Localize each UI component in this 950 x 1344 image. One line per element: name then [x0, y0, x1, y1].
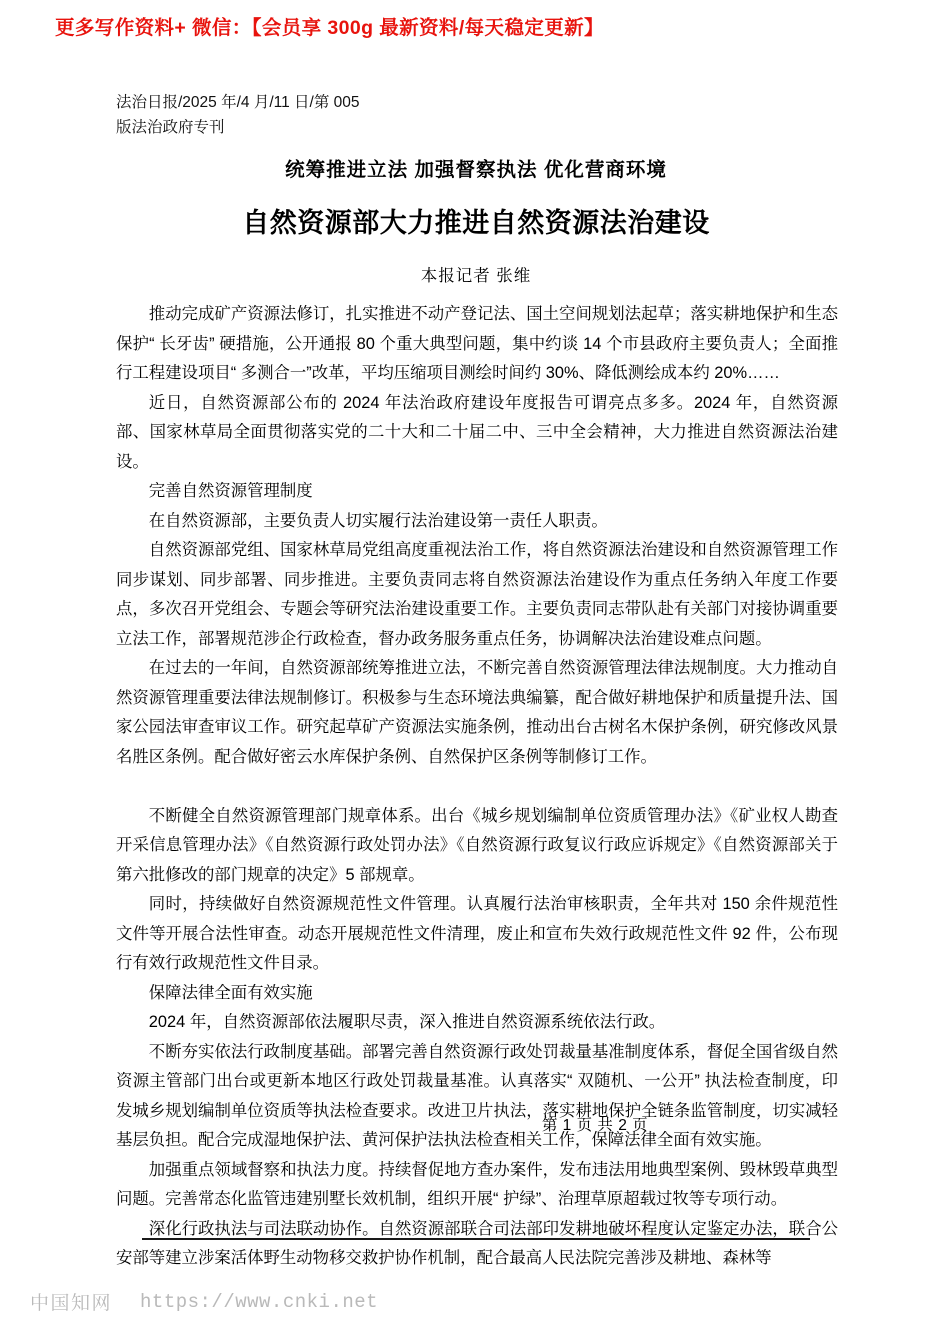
- article-paragraph: 不断健全自然资源管理部门规章体系。出台《城乡规划编制单位资质管理办法》《矿业权人勘查开采信息管理办法》《自然资源行政处罚办法》《自然资源行政复议行政应诉规定》《自然资源部关于第六批修改的部门规章的决定》5 部规章。: [116, 806, 838, 884]
- cnki-url-label: https://www.cnki.net: [140, 1290, 379, 1313]
- article-paragraph: 自然资源部党组、国家林草局党组高度重视法治工作，将自然资源法治建设和自然资源管理工作同步谋划、同步部署、同步推进。主要负责同志将自然资源法治建设作为重点任务纳入年度工作要点，多次召开党组会、专题会等研究法治建设重要工作。主要负责同志带队赴有关部门对接协调重要立法工作，部署规范涉企行政检查，督办政务服务重点任务，协调解决法治建设难点问题。: [116, 541, 838, 648]
- article-paragraph: 同时，持续做好自然资源规范性文件管理。认真履行法治审核职责，全年共对 150 余件规范性文件等开展合法性审查。动态开展规范性文件清理，废止和宣布失效行政规范性文件 92 件，公布现行有效行政规范性文件目录。: [116, 895, 838, 972]
- article-paragraph: 加强重点领域督察和执法力度。持续督促地方查办案件，发布违法用地典型案例、毁林毁草典型问题。完善常态化监管违建别墅长效机制，组织开展“ 护绿”、治理草原超载过牧等专项行动。: [116, 1160, 838, 1208]
- page-footer: [0, 1113, 950, 1135]
- title-block: [116, 156, 836, 288]
- bottom-divider: [142, 1238, 810, 1240]
- article-paragraph: 推动完成矿产资源法修订，扎实推进不动产登记法、国土空间规划法起草；落实耕地保护和生态保护“ 长牙齿” 硬措施，公开通报 80 个重大典型问题，集中约谈 14 个市县政府主要负责人；全面推行工程建设项目“ 多测合一”改革，平均压缩项目测绘时间约 30%、降低测绘成本约 20%……: [116, 305, 838, 382]
- article-paragraph: 2024 年，自然资源部依法履职尽责，深入推进自然资源系统依法行政。: [148, 1013, 666, 1031]
- promo-banner: 更多写作资料+ 微信：【会员享 300g 最新资料/每天稳定更新】: [55, 17, 604, 39]
- masthead-line-2: 版法治政府专刊: [116, 119, 225, 137]
- page-title: 自然资源部大力推进自然资源法治建设: [242, 208, 710, 239]
- cnki-watermark: [30, 1288, 378, 1315]
- article-paragraph: 近日，自然资源部公布的 2024 年法治政府建设年度报告可谓亮点多多。2024 年，自然资源部、国家林草局全面贯彻落实党的二十大和二十届二中、三中全会精神，大力推进自然资源法治建设。: [116, 393, 838, 471]
- masthead-line-1: 法治日报/2025 年/4 月/11 日/第 005: [116, 94, 360, 111]
- article-paragraph: 保障法律全面有效实施: [148, 983, 313, 1002]
- article-paragraph: 深化行政执法与司法联动协作。自然资源部联合司法部印发耕地破坏程度认定鉴定办法，联合公安部等建立涉案活体野生动物移交救护协作机制，配合最高人民法院完善涉及耕地、森林等: [116, 1219, 838, 1267]
- cnki-brand-label: 中国知网: [30, 1293, 113, 1314]
- article-paragraph: 在过去的一年间，自然资源部统筹推进立法，不断完善自然资源管理法律法规制度。大力推动自然资源管理重要法律法规制修订。积极参与生态环境法典编纂，配合做好耕地保护和质量提升法、国家公园法审查审议工作。研究起草矿产资源法实施条例，推动出台古树名木保护条例，研究修改风景名胜区条例。配合做好密云水库保护条例、自然保护区条例等制修订工作。: [116, 659, 838, 766]
- article-paragraph: 完善自然资源管理制度: [148, 482, 313, 500]
- masthead: [116, 90, 636, 140]
- article-kicker: 统筹推进立法 加强督察执法 优化营商环境: [285, 159, 667, 181]
- article-byline: 本报记者 张维: [420, 266, 532, 285]
- article-paragraph: 在自然资源部，主要负责人切实履行法治建设第一责任人职责。: [148, 511, 608, 530]
- article-paragraph: 不断夯实依法行政制度基础。部署完善自然资源行政处罚裁量基准制度体系，督促全国省级自然资源主管部门出台或更新本地区行政处罚裁量基准。认真落实“ 双随机、一公开” 执法检查制度，印发城乡规划编制单位资质等执法检查要求。改进卫片执法，落实耕地保护全链条监管制度，切实减轻基层负担。配合完成湿地保护法、黄河保护法执法检查相关工作，保障法律全面有效实施。: [116, 1042, 838, 1149]
- page-number-label: 第 1 页 共 2 页: [541, 1117, 649, 1134]
